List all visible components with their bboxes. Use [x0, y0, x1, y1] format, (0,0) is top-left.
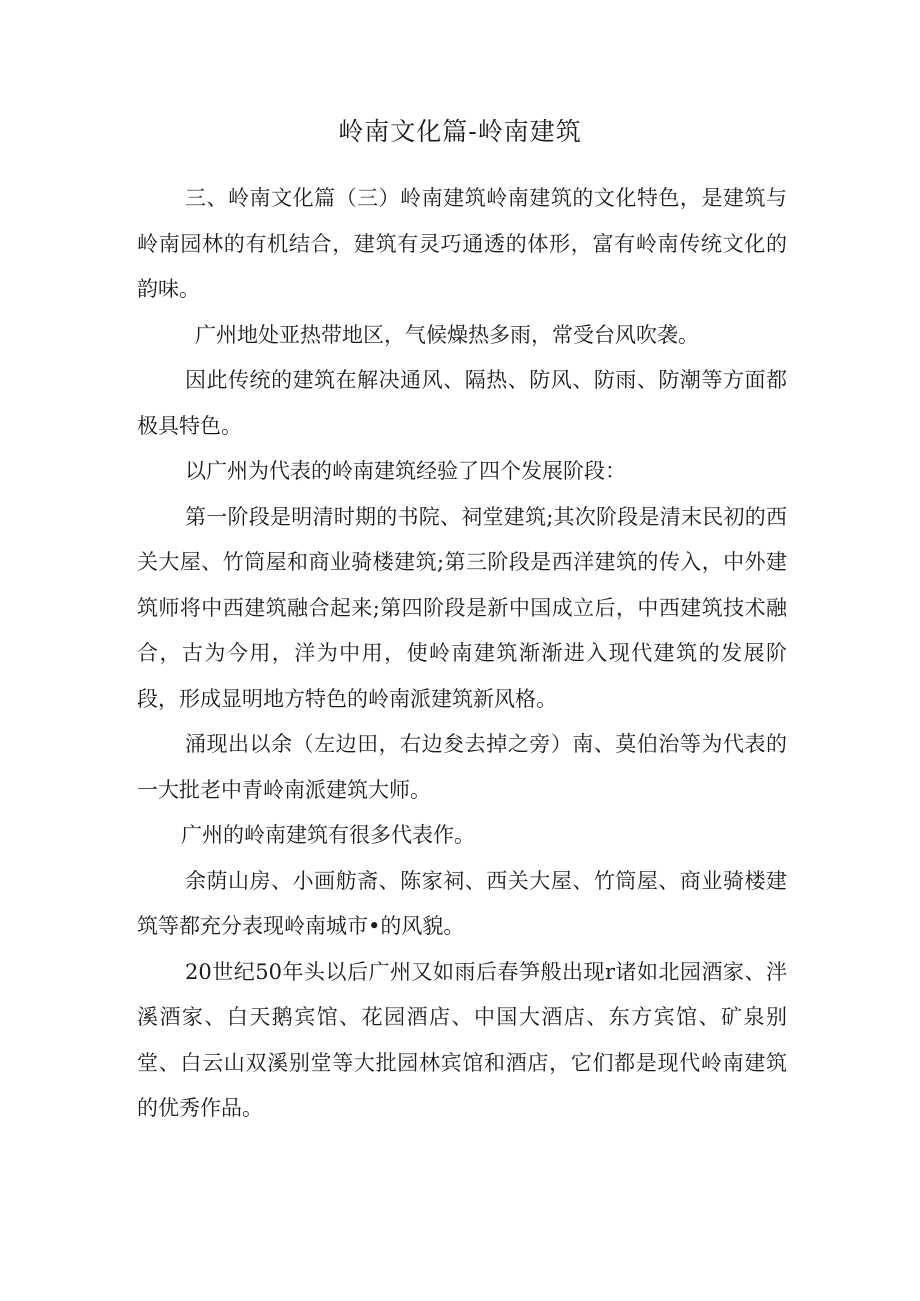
- paragraph-5: 第一阶段是明清时期的书院、祠堂建筑;其次阶段是清末民初的西关大屋、竹筒屋和商业骑楼建筑;第三阶段是西洋建筑的传入，中外建筑师将中西建筑融合起来;第四阶段是新中国成立后，中西建筑技术融合，古为今用，洋为中用，使岭南建筑渐渐进入现代建筑的发展阶段，形成显明地方特色的岭南派建筑新风格。: [137, 504, 787, 711]
- paragraph-1: 三、岭南文化篇（三）岭南建筑岭南建筑的文化特色，是建筑与岭南园林的有机结合，建筑有灵巧通透的体形，富有岭南传统文化的韵味。: [137, 186, 787, 301]
- paragraph-7: 广州的岭南建筑有很多代表作。: [181, 823, 475, 847]
- document-title: 岭南文化篇-岭南建筑: [338, 117, 582, 146]
- paragraph-9: 20世纪50年头以后广州又如雨后春笋般出现r诸如北园酒家、泮溪酒家、白天鹅宾馆、花园酒店、中国大酒店、东方宾馆、矿泉别堂、白云山双溪别堂等大批园林宾馆和酒店，它们都是现代岭南建筑的优秀作品。: [137, 959, 787, 1120]
- paragraph-6: 涌现出以余（左边田，右边夋去掉之旁）南、莫伯治等为代表的一大批老中青岭南派建筑大师。: [137, 732, 787, 802]
- document-body: [137, 176, 787, 1132]
- paragraph-3: 因此传统的建筑在解决通风、隔热、防风、防雨、防潮等方面都极具特色。: [137, 368, 787, 438]
- paragraph-2: 广州地处亚热带地区，气候燥热多雨，常受台风吹袭。: [195, 322, 699, 347]
- paragraph-4: 以广州为代表的岭南建筑经验了四个发展阶段：: [185, 459, 626, 483]
- paragraph-8: 余荫山房、小画舫斋、陈家祠、西关大屋、竹筒屋、商业骑楼建筑等都充分表现岭南城市•的风貌。: [137, 868, 787, 938]
